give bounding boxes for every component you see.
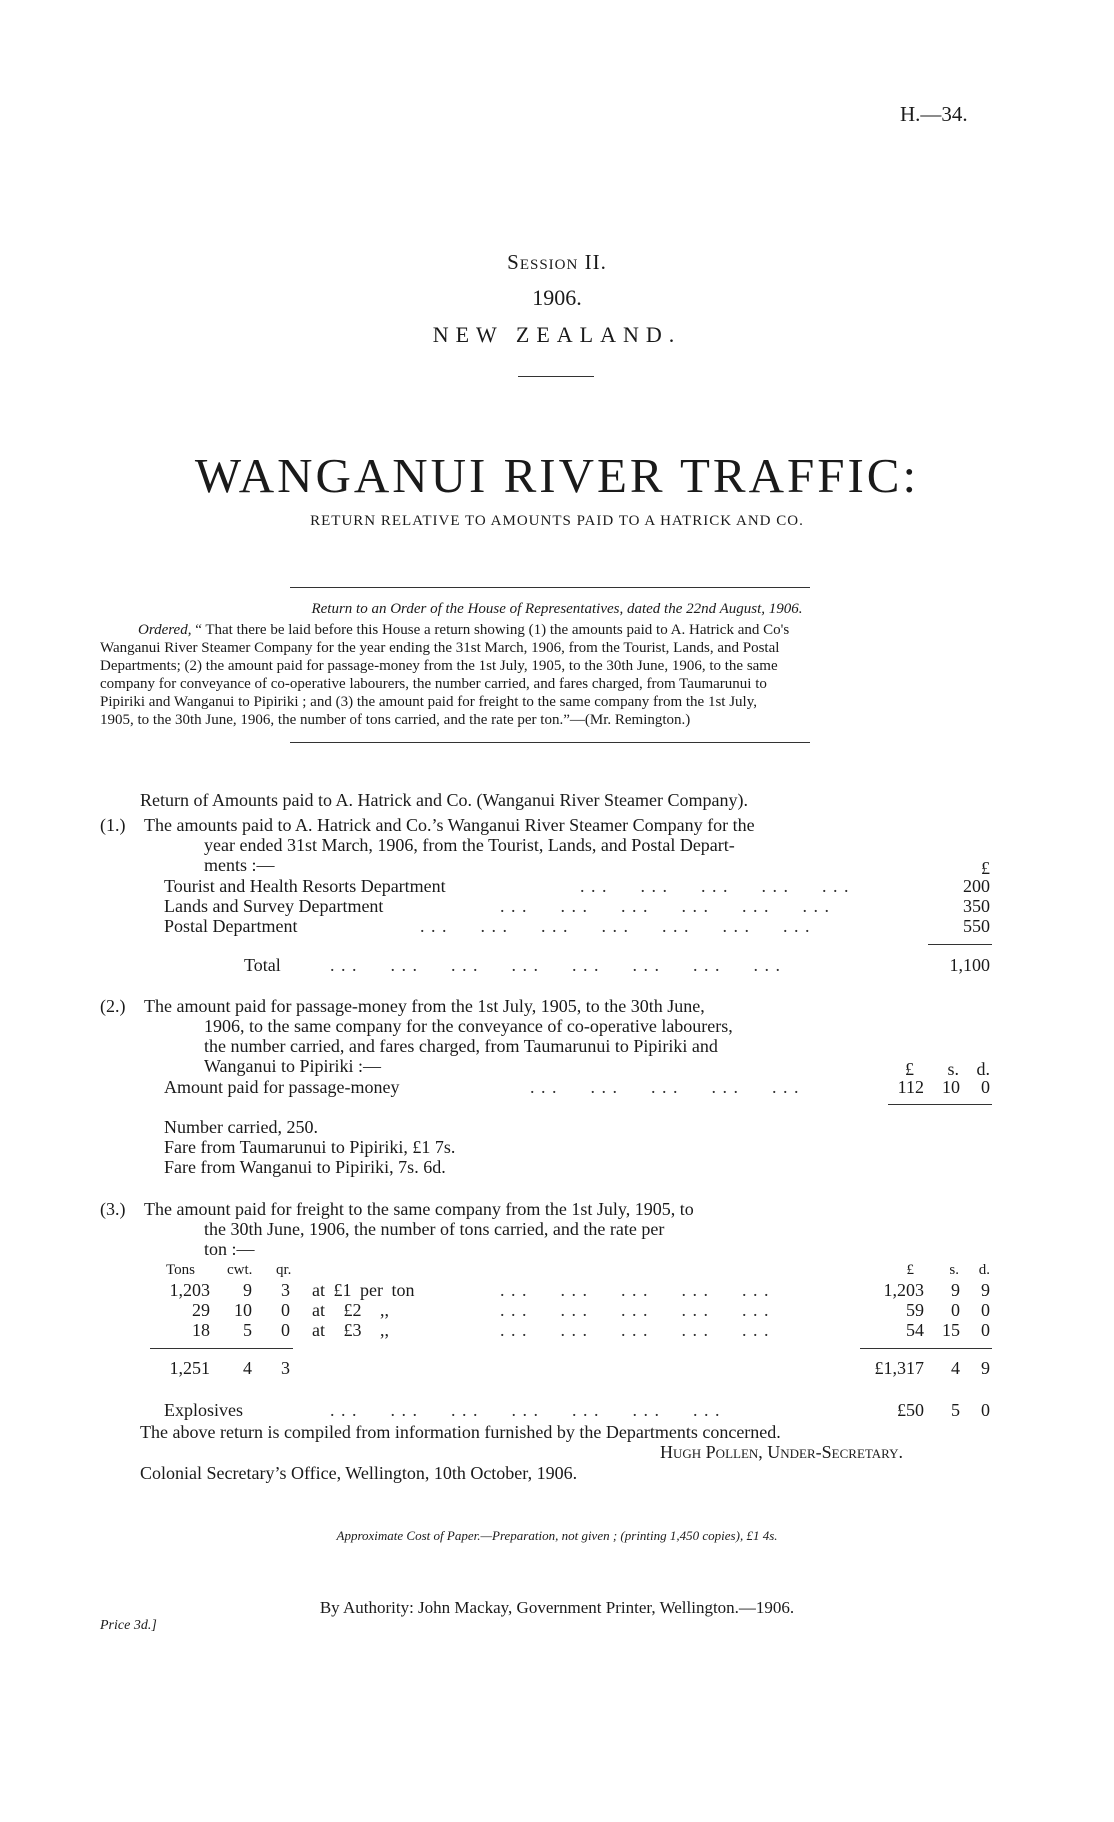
passage-shillings: 10 xyxy=(942,1077,960,1097)
freight-total-pounds: £1,317 xyxy=(874,1358,924,1378)
col-header-shillings: s. xyxy=(947,1059,959,1079)
freight-qr: 0 xyxy=(281,1300,290,1320)
leader-dots: . . . . . . . . . . . . . . . xyxy=(580,876,850,896)
leader-dots: . . . . . . . . . . . . . . . xyxy=(500,1280,770,1300)
order-divider xyxy=(290,742,810,743)
order-line-1 xyxy=(138,622,789,638)
paper-reference: H.—34. xyxy=(900,102,968,126)
explosives-pounds: £50 xyxy=(897,1400,924,1420)
order-line-4: company for conveyance of co-operative labourers, the number carried, and fares charged, from Taumarunui to xyxy=(100,676,767,692)
order-line-3: Departments; (2) the amount paid for passage-money from the 1st July, 1905, to the 30th June, 1906, to the same xyxy=(100,658,778,674)
document-title: WANGANUI RIVER TRAFFIC: xyxy=(194,448,920,503)
freight-pence: 9 xyxy=(981,1280,990,1300)
header-divider xyxy=(518,376,594,377)
money-header-pounds: £ xyxy=(906,1262,914,1278)
section-1-total-amount: 1,100 xyxy=(949,955,990,975)
leader-dots: . . . . . . . . . . . . . . . xyxy=(500,1320,770,1340)
order-line-2: Wanganui River Steamer Company for the year ending the 31st March, 1906, from the Tourist, Lands, and Postal xyxy=(100,640,780,656)
money-header-pence: d. xyxy=(978,1262,990,1278)
section-3-line-1: The amount paid for freight to the same company from the 1st July, 1905, to xyxy=(144,1199,694,1219)
document-subtitle: RETURN RELATIVE TO AMOUNTS PAID TO A HATRICK AND CO. xyxy=(310,513,804,529)
explosives-pence: 0 xyxy=(981,1400,990,1420)
section-1-item-amount: 200 xyxy=(963,876,990,896)
section-1-item-name: Postal Department xyxy=(164,916,298,936)
money-header-shillings: s. xyxy=(949,1262,959,1278)
freight-total-qr: 3 xyxy=(281,1358,290,1378)
fare-taumarunui-note: Fare from Taumarunui to Pipiriki, £1 7s. xyxy=(164,1137,456,1157)
order-line-5: Pipiriki and Wanganui to Pipiriki ; and (3) the amount paid for freight to the same company from the 1st July, xyxy=(100,694,758,710)
freight-total-shillings: 4 xyxy=(951,1358,960,1378)
freight-pounds: 59 xyxy=(906,1300,924,1320)
cost-of-paper: Approximate Cost of Paper.—Preparation, not given ; (printing 1,450 copies), £1 4s. xyxy=(336,1528,778,1543)
freight-pounds: 54 xyxy=(906,1320,924,1340)
leader-dots: . . . . . . . . . . . . . . . . . . xyxy=(500,896,830,916)
section-2-line-1: The amount paid for passage-money from the 1st July, 1905, to the 30th June, xyxy=(144,996,705,1016)
freight-cwt: 9 xyxy=(243,1280,252,1300)
freight-shillings: 9 xyxy=(951,1280,960,1300)
section-2-line-2: 1906, to the same company for the conveyance of co-operative labourers, xyxy=(204,1016,733,1036)
freight-shillings: 15 xyxy=(942,1320,960,1340)
section-1-item-amount: 350 xyxy=(963,896,990,916)
number-carried-note: Number carried, 250. xyxy=(164,1117,318,1137)
section-2-line-4: Wanganui to Pipiriki :— xyxy=(204,1056,382,1076)
section-2-label: (2.) xyxy=(100,996,126,1016)
freight-pence: 0 xyxy=(981,1300,990,1320)
passage-pence: 0 xyxy=(981,1077,990,1097)
leader-dots: . . . . . . . . . . . . . . . xyxy=(500,1300,770,1320)
section-1-item-name: Tourist and Health Resorts Department xyxy=(164,876,446,896)
leader-dots: . . . . . . . . . . . . . . . . . . . . . . . . xyxy=(330,955,781,975)
section-3-line-2: the 30th June, 1906, the number of tons carried, and the rate per xyxy=(204,1219,665,1239)
explosives-shillings: 5 xyxy=(951,1400,960,1420)
freight-total-tons: 1,251 xyxy=(169,1358,210,1378)
passage-pounds: 112 xyxy=(897,1077,924,1097)
compiled-statement: The above return is compiled from information furnished by the Departments concerned. xyxy=(140,1422,781,1442)
freight-pounds: 1,203 xyxy=(883,1280,924,1300)
section-1-currency-header: £ xyxy=(981,858,990,878)
freight-total-pence: 9 xyxy=(981,1358,990,1378)
freight-shillings: 0 xyxy=(951,1300,960,1320)
weight-header-qr: qr. xyxy=(276,1262,292,1278)
office-date: Colonial Secretary’s Office, Wellington, 10th October, 1906. xyxy=(140,1463,578,1483)
section-1-line-1: The amounts paid to A. Hatrick and Co.’s Wanganui River Steamer Company for the xyxy=(144,815,755,835)
section-3-label: (3.) xyxy=(100,1199,126,1219)
freight-cwt: 5 xyxy=(243,1320,252,1340)
section-1-label: (1.) xyxy=(100,815,126,835)
freight-tons: 1,203 xyxy=(169,1280,210,1300)
col-header-pence: d. xyxy=(976,1059,990,1079)
weight-header-tons: Tons xyxy=(166,1262,195,1278)
session-label: Session II. xyxy=(507,250,607,274)
printer-authority: By Authority: John Mackay, Government Printer, Wellington.—1906. xyxy=(319,1598,795,1617)
country-label: NEW ZEALAND. xyxy=(432,322,682,347)
section-1-line-2: year ended 31st March, 1906, from the Tourist, Lands, and Postal Depart- xyxy=(204,835,735,855)
section-1-total-label: Total xyxy=(244,955,281,975)
title-divider xyxy=(290,587,810,588)
freight-rate: at £2 ,, xyxy=(312,1300,389,1320)
freight-qr: 3 xyxy=(281,1280,290,1300)
section-3-line-3: ton :— xyxy=(204,1239,255,1259)
freight-qr: 0 xyxy=(281,1320,290,1340)
freight-pence: 0 xyxy=(981,1320,990,1340)
explosives-label: Explosives xyxy=(164,1400,243,1420)
section-1-item-name: Lands and Survey Department xyxy=(164,896,384,916)
ordered-word: Ordered, xyxy=(138,622,192,638)
passage-money-label: Amount paid for passage-money xyxy=(164,1077,400,1097)
order-line-6: 1905, to the 30th June, 1906, the number of tons carried, and the rate per ton.”—(Mr. Remington.) xyxy=(100,712,691,728)
signature: Hugh Pollen, Under-Secretary. xyxy=(660,1442,904,1462)
return-heading: Return of Amounts paid to A. Hatrick and Co. (Wanganui River Steamer Company). xyxy=(140,790,748,810)
weight-header-cwt: cwt. xyxy=(227,1262,253,1278)
leader-dots: . . . . . . . . . . . . . . . xyxy=(530,1077,800,1097)
passage-rule xyxy=(888,1104,992,1105)
year-label: 1906. xyxy=(532,285,582,310)
freight-total-cwt: 4 xyxy=(243,1358,252,1378)
weight-total-rule xyxy=(150,1348,293,1349)
order-text: “ That there be laid before this House a return showing (1) the amounts paid to A. Hatrick and Co's xyxy=(195,622,790,638)
freight-rate: at £3 ,, xyxy=(312,1320,389,1340)
freight-rate: at £1 per ton xyxy=(312,1280,415,1300)
freight-tons: 29 xyxy=(192,1300,210,1320)
section-1-line-3: ments :— xyxy=(204,855,275,875)
freight-tons: 18 xyxy=(192,1320,210,1340)
fare-wanganui-note: Fare from Wanganui to Pipiriki, 7s. 6d. xyxy=(164,1157,446,1177)
leader-dots: . . . . . . . . . . . . . . . . . . . . . xyxy=(330,1400,721,1420)
total-rule xyxy=(928,944,992,945)
order-heading: Return to an Order of the House of Representatives, dated the 22nd August, 1906. xyxy=(311,601,803,617)
price: Price 3d.] xyxy=(100,1618,157,1633)
leader-dots: . . . . . . . . . . . . . . . . . . . . . xyxy=(420,916,811,936)
col-header-pounds: £ xyxy=(905,1059,914,1079)
section-1-item-amount: 550 xyxy=(963,916,990,936)
freight-cwt: 10 xyxy=(234,1300,252,1320)
money-total-rule xyxy=(860,1348,992,1349)
section-2-line-3: the number carried, and fares charged, from Taumarunui to Pipiriki and xyxy=(204,1036,718,1056)
